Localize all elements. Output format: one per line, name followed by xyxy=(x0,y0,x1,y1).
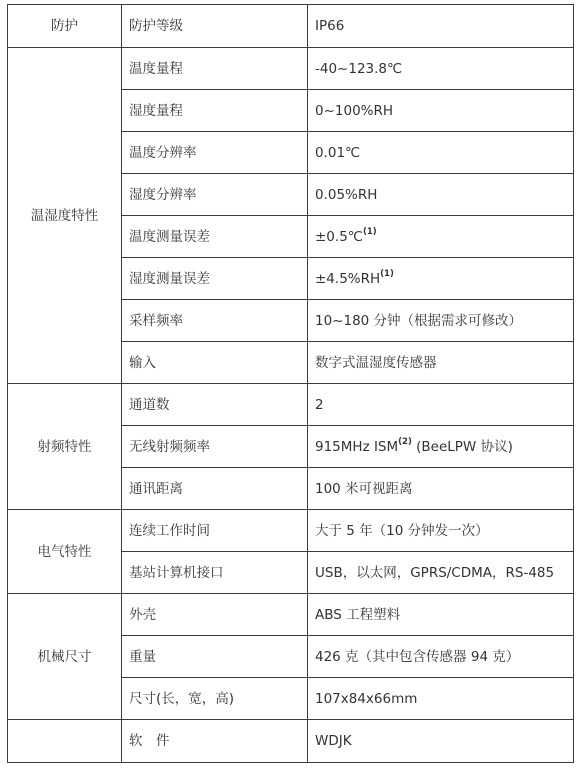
value-cell: 100 米可视距离 xyxy=(308,468,574,510)
value-cell: 915MHz ISM$^{(2)}$ (BeeLPW 协议) xyxy=(308,426,574,468)
param-cell: 输入 xyxy=(122,342,308,384)
param-cell: 外壳 xyxy=(122,594,308,636)
param-cell: 无线射频频率 xyxy=(122,426,308,468)
category-cell: 机械尺寸 xyxy=(8,594,122,720)
table-row xyxy=(8,720,574,763)
value-cell: 107x84x66mm xyxy=(308,678,574,720)
param-cell: 通讯距离 xyxy=(122,468,308,510)
value-cell: 426 克（其中包含传感器 94 克） xyxy=(308,636,574,678)
value-cell: IP66 xyxy=(308,5,574,48)
category-cell: 温湿度特性 xyxy=(8,48,122,384)
param-cell: 重量 xyxy=(122,636,308,678)
table-row xyxy=(8,510,574,552)
table-row xyxy=(8,48,574,90)
value-cell: -40~123.8℃ xyxy=(308,48,574,90)
footnote-marker: (1) xyxy=(362,227,377,237)
param-cell: 连续工作时间 xyxy=(122,510,308,552)
value-cell: ABS 工程塑料 xyxy=(308,594,574,636)
value-cell: WDJK xyxy=(308,720,574,763)
value-cell: USB，以太网，GPRS/CDMA，RS-485 xyxy=(308,552,574,594)
value-cell: 0~100%RH xyxy=(308,90,574,132)
value-cell: 10~180 分钟（根据需求可修改） xyxy=(308,300,574,342)
param-cell: 温度分辨率 xyxy=(122,132,308,174)
footnote-marker: (2) xyxy=(398,437,412,447)
value-cell: 数字式温湿度传感器 xyxy=(308,342,574,384)
table-row xyxy=(8,5,574,48)
param-cell: 温度测量误差 xyxy=(122,216,308,258)
param-cell: 软 件 xyxy=(122,720,308,763)
value-cell: 0.05%RH xyxy=(308,174,574,216)
category-cell: 防护 xyxy=(8,5,122,48)
param-cell: 温度量程 xyxy=(122,48,308,90)
param-cell: 尺寸(长，宽，高) xyxy=(122,678,308,720)
param-cell: 防护等级 xyxy=(122,5,308,48)
param-cell: 采样频率 xyxy=(122,300,308,342)
footnote-marker: (1) xyxy=(380,269,394,279)
value-cell: 2 xyxy=(308,384,574,426)
category-cell: 射频特性 xyxy=(8,384,122,510)
spec-table xyxy=(7,4,574,763)
param-cell: 通道数 xyxy=(122,384,308,426)
value-cell: 0.01℃ xyxy=(308,132,574,174)
table-row xyxy=(8,594,574,636)
param-cell: 基站计算机接口 xyxy=(122,552,308,594)
value-cell: 大于 5 年（10 分钟发一次） xyxy=(308,510,574,552)
param-cell: 湿度分辨率 xyxy=(122,174,308,216)
value-cell: ±0.5℃$^{(1)}$ xyxy=(308,216,574,258)
category-cell: 电气特性 xyxy=(8,510,122,594)
category-cell xyxy=(8,720,122,763)
param-cell: 湿度测量误差 xyxy=(122,258,308,300)
value-cell: $\pm 4.5\%RH^{(1)}$ xyxy=(308,258,574,300)
param-cell: 湿度量程 xyxy=(122,90,308,132)
table-row xyxy=(8,384,574,426)
